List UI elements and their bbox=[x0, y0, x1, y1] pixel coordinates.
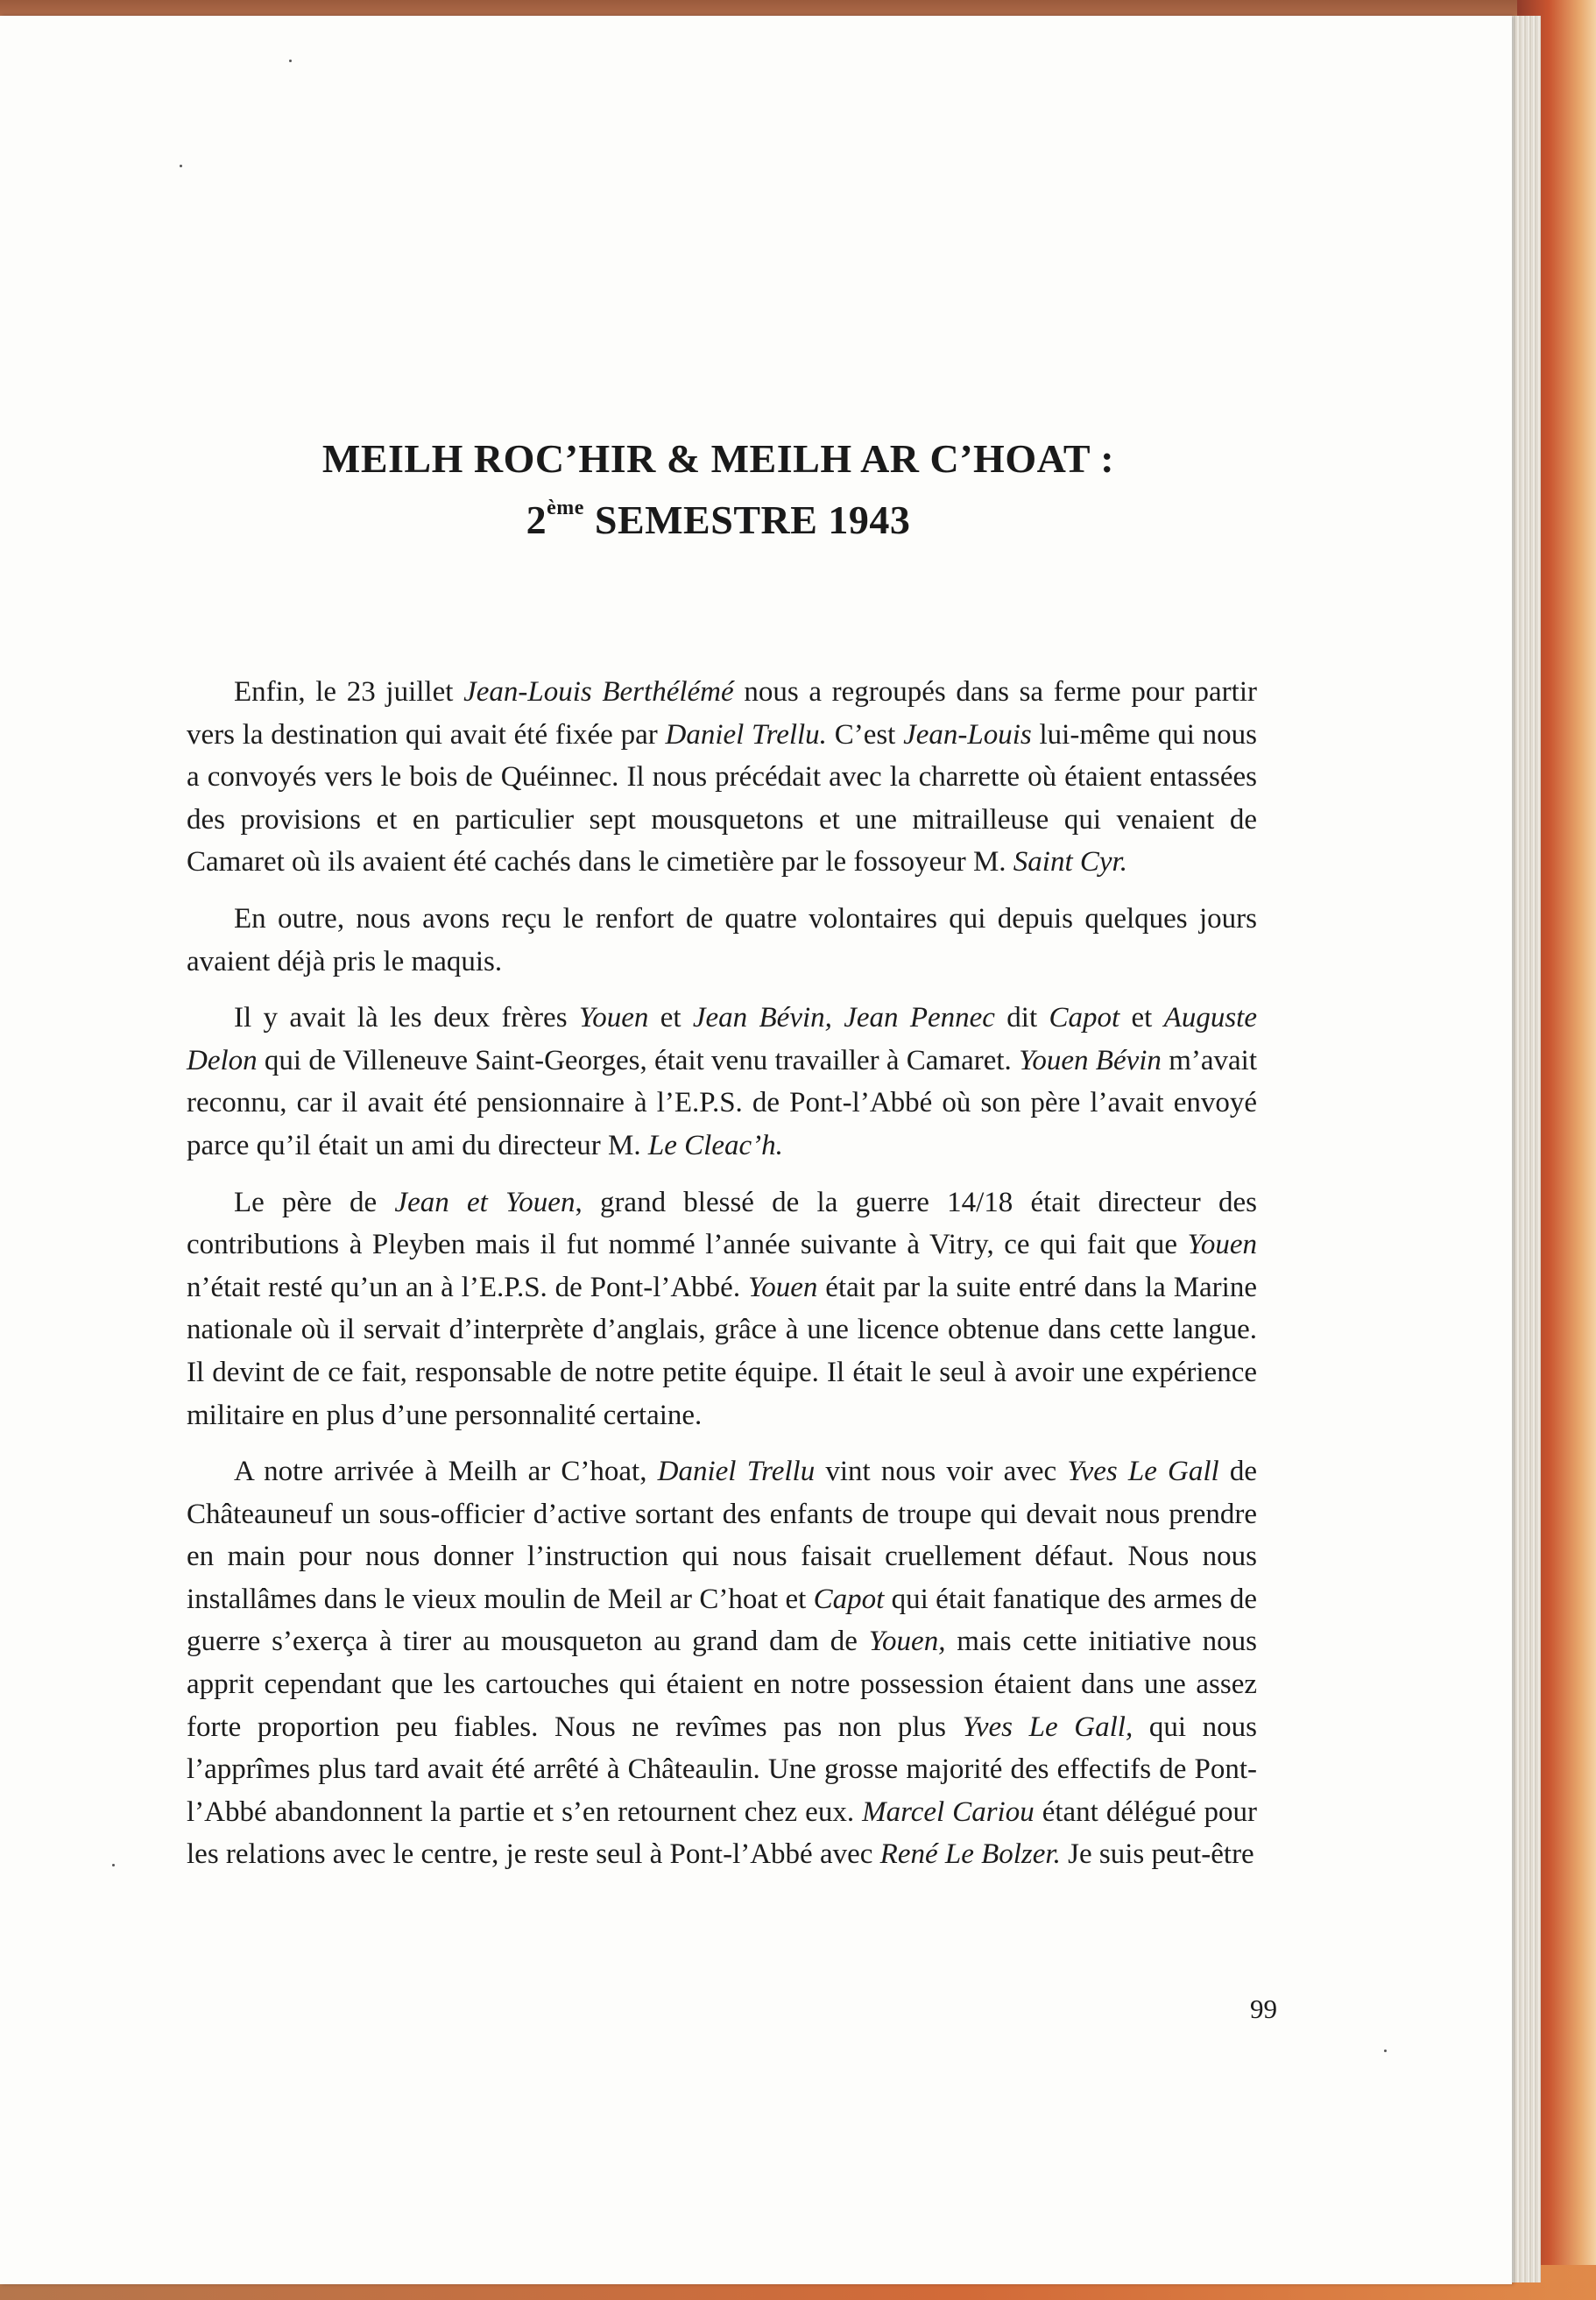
paragraph bbox=[187, 997, 1257, 1167]
speck bbox=[180, 165, 182, 167]
italic-name: Youen, bbox=[868, 1626, 946, 1658]
text-run: était par la suite entré dans la Marine nationale où il servait d’interprète d’anglais, grâce à une licence obtenue dans cette langue. Il devint de ce fait, responsable de notre petite équipe. Il était le seul à avoir une expérience militaire en plus d’une personnalité certaine. bbox=[187, 1271, 1257, 1431]
italic-name: Auguste Delon bbox=[187, 1002, 1257, 1076]
body-text bbox=[187, 671, 1257, 1890]
title-rest: SEMESTRE 1943 bbox=[583, 497, 911, 542]
italic-name: Jean-Louis Berthélémé bbox=[463, 676, 734, 708]
text-run: qui de Villeneuve Saint-Georges, était venu travailler à Camaret. bbox=[257, 1044, 1020, 1076]
text-run: Enfin, le 23 juillet bbox=[234, 676, 464, 708]
chapter-title-line2 bbox=[0, 497, 1437, 544]
italic-name: Saint Cyr. bbox=[1013, 846, 1127, 878]
text-run: étant délégué pour les relations avec le centre, je reste seul à Pont-l’Abbé avec bbox=[187, 1796, 1257, 1871]
text-run: , grand blessé de la guerre 14/18 était directeur des contributions à Pleyben mais il fut nommé l’année suivante à Vitry, ce qui fait que bbox=[187, 1186, 1257, 1261]
title-superscript: ème bbox=[547, 496, 584, 519]
italic-name: Daniel Trellu bbox=[657, 1456, 816, 1488]
italic-name: Capot bbox=[813, 1583, 885, 1615]
text-run: Il y avait là les deux frères bbox=[234, 1002, 579, 1034]
italic-name: Le Cleac’h. bbox=[647, 1129, 783, 1161]
text-run: dit bbox=[994, 1002, 1049, 1034]
book-page bbox=[0, 16, 1512, 2284]
paragraph bbox=[187, 671, 1257, 884]
page-number: 99 bbox=[1250, 1993, 1277, 2024]
italic-name: Jean Bévin, Jean Pennec bbox=[692, 1002, 995, 1034]
italic-name: Daniel Trellu. bbox=[665, 718, 827, 751]
text-run: Je suis peut-être bbox=[1060, 1838, 1254, 1871]
italic-name: Jean-Louis bbox=[903, 718, 1032, 751]
text-run: mais cette initiative nous apprit cependant que les cartouches qui étaient en notre possession étaient dans une assez forte proportion peu fiables. Nous ne revîmes pas non plus bbox=[187, 1626, 1257, 1743]
chapter-title-line1: MEILH ROC’HIR & MEILH AR C’HOAT : bbox=[321, 436, 1115, 481]
italic-name: Youen bbox=[747, 1271, 818, 1303]
italic-name: René Le Bolzer. bbox=[879, 1838, 1061, 1871]
text-run: vint nous voir avec bbox=[815, 1456, 1068, 1488]
title-number: 2 bbox=[526, 497, 547, 542]
text-run: m’avait reconnu, car il avait été pensionnaire à l’E.P.S. de Pont-l’Abbé où son père l’avait envoyé parce qu’il était un ami du directeur M. bbox=[187, 1044, 1257, 1161]
paragraph bbox=[187, 1450, 1257, 1876]
italic-name: Youen Bévin bbox=[1019, 1044, 1162, 1076]
italic-name: Yves Le Gall, bbox=[962, 1711, 1133, 1743]
italic-name: Marcel Cariou bbox=[862, 1796, 1035, 1828]
italic-name: Capot bbox=[1049, 1002, 1120, 1034]
text-run: et bbox=[1119, 1002, 1164, 1034]
italic-name: Yves Le Gall bbox=[1067, 1456, 1219, 1488]
text-run: qui était fanatique des armes de guerre s’exerça à tirer au mousqueton au grand dam de bbox=[187, 1583, 1257, 1658]
speck bbox=[1384, 2050, 1387, 2052]
paragraph bbox=[187, 898, 1257, 983]
text-run: C’est bbox=[826, 718, 904, 751]
text-run: qui nous l’apprîmes plus tard avait été arrêté à Châteaulin. Une grosse majorité des effectifs de Pont-l’Abbé abandonnent la partie et s’en retournent chez eux. bbox=[187, 1711, 1257, 1828]
italic-name: Jean et Youen bbox=[394, 1186, 576, 1218]
text-run: nous a regroupés dans sa ferme pour partir vers la destination qui avait été fixée par bbox=[187, 676, 1257, 751]
text-run: lui-même qui nous a convoyés vers le bois de Quéinnec. Il nous précédait avec la charrette où étaient entassées des provisions et en particulier sept mousquetons et une mitrailleuse qui venaient de Camaret où ils avaient été cachés dans le cimetière par le fossoyeur M. bbox=[187, 718, 1257, 878]
speck bbox=[289, 60, 292, 62]
paragraph bbox=[187, 1182, 1257, 1437]
text-run: et bbox=[648, 1002, 693, 1034]
text-run: En outre, nous avons reçu le renfort de quatre volontaires qui depuis quelques jours avaient déjà pris le maquis. bbox=[187, 902, 1257, 977]
italic-name: Youen bbox=[578, 1002, 649, 1034]
speck bbox=[112, 1864, 115, 1866]
text-run: de Châteauneuf un sous-officier d’active sortant des enfants de troupe qui devait nous prendre en main pour nous donner l’instruction qui nous faisait cruellement défaut. Nous nous installâmes dans le vieux moulin de Meil ar C’hoat et bbox=[187, 1456, 1257, 1615]
text-run: A notre arrivée à Meilh ar C’hoat, bbox=[234, 1456, 658, 1488]
text-run: n’était resté qu’un an à l’E.P.S. de Pont-l’Abbé. bbox=[187, 1271, 748, 1303]
text-run: Le père de bbox=[234, 1186, 395, 1218]
italic-name: Youen bbox=[1187, 1229, 1257, 1261]
